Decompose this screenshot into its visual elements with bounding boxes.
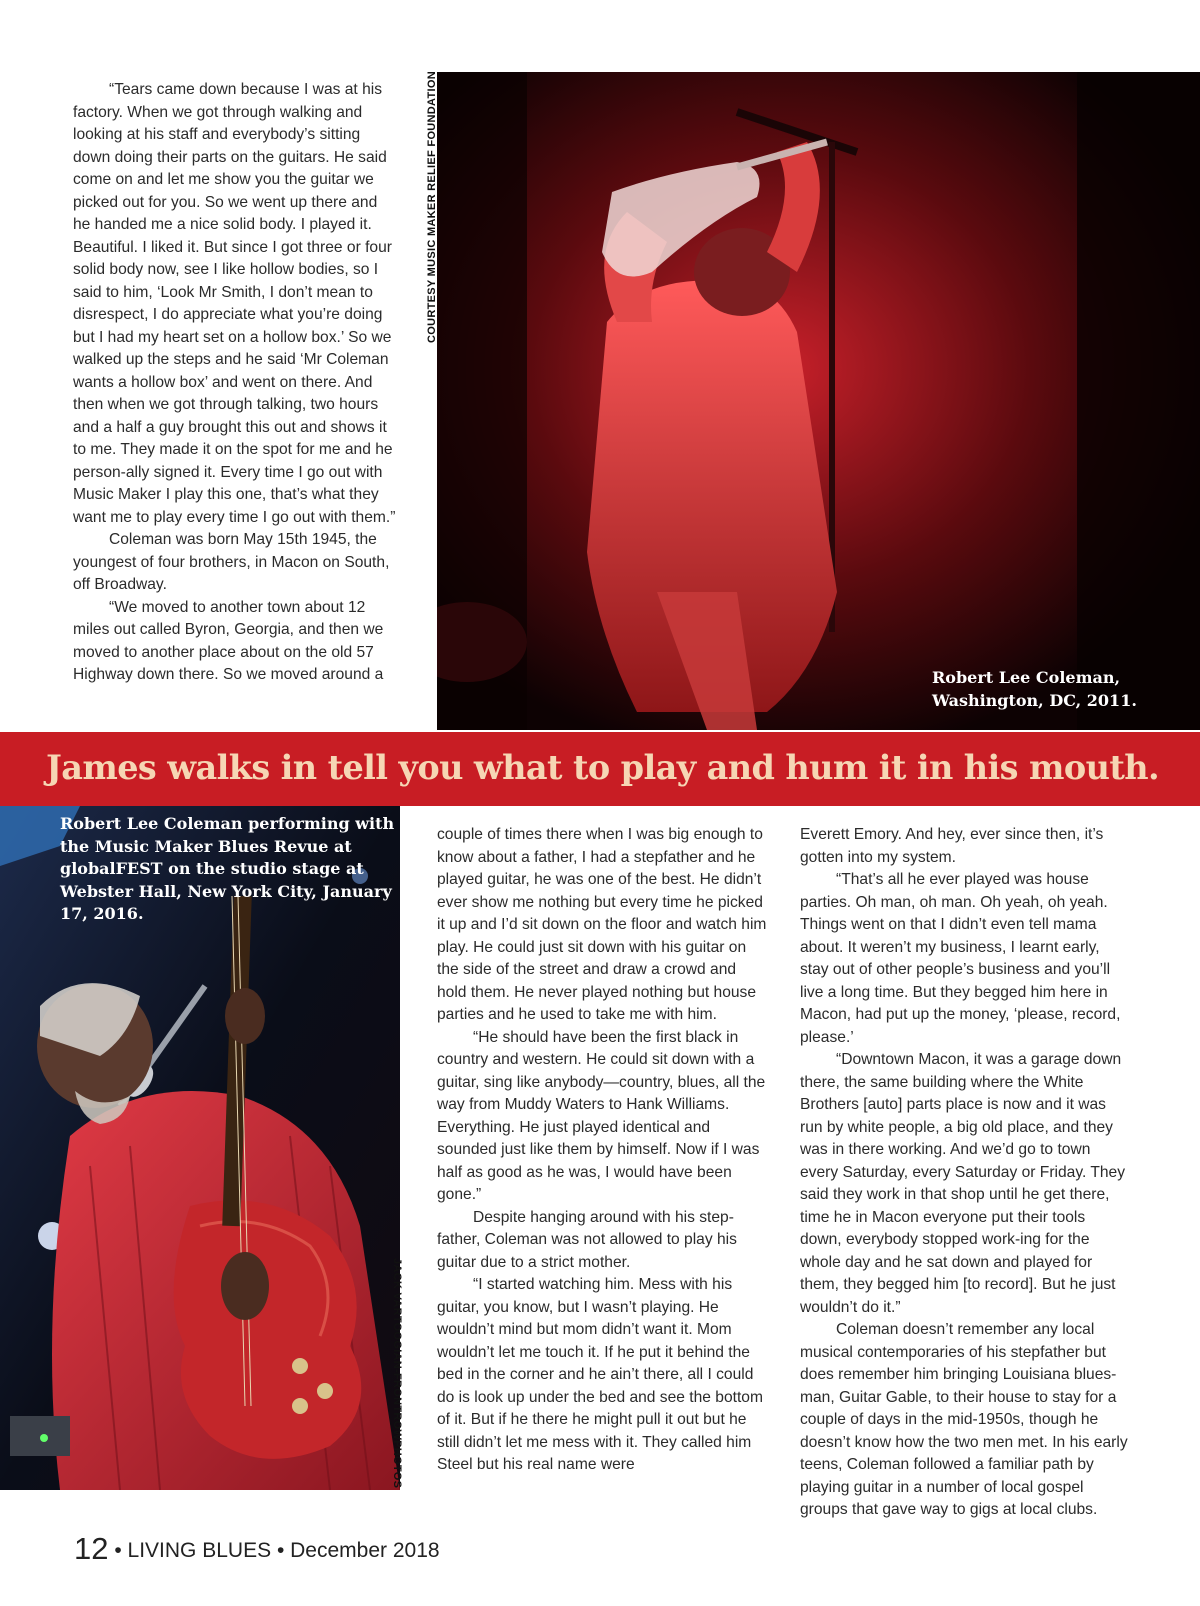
pull-quote-text: James walks in tell you what to play and hum it in his mouth. — [46, 748, 1160, 787]
paragraph: “Tears came down because I was at his factory. When we got through walking and looking at his staff and everybody’s sitting down doing their parts on the guitars. He said come on and let me show you the guitar we picked out for you. So we went up there and he handed me a nice solid body. I played it. Beautiful. I liked it. But since I got three or four solid body now, see I like hollow bodies, so I said to him, ‘Look Mr Smith, I don’t mean to disrespect, I do appreciate what you’re doing but I had my heart set on a hollow box.’ So we walked up the steps and he said ‘Mr Coleman wants a hollow box’ and went on there. And then when we got through talking, two hours and a half a guy brought this out and shows it to me. They made it on the spot for me and he person-ally signed it. Every time I go out with Music Maker I play this one, that’s what they want me to play every time I go out with them.” — [73, 81, 396, 526]
paragraph: couple of times there when I was big enough to know about a father, I had a stepfather and he played guitar, he was one of the best. He didn’t ever show me nothing but every time he picked it up and I’d sit down on the floor and watch him play. He could just sit down with his guitar on the side of the street and draw a crowd and hold them. He never played nothing but house parties and he used to take me with him. — [437, 826, 767, 1023]
paragraph: “He should have been the first black in country and western. He could sit down with a guitar, sing like anybody—country, blues, all the way from Muddy Waters to Hank Williams. Everything. He just played identical and sounded just like them by himself. Now if I was half as good as he was, I would have been gone.” — [437, 1028, 766, 1203]
folio-separator: • — [114, 1539, 122, 1562]
photo-robert-lee-coleman-dc — [437, 72, 1200, 730]
folio-separator: • — [276, 1539, 285, 1562]
caption-line: Robert Lee Coleman, — [932, 668, 1121, 687]
page-number: 12 — [74, 1531, 109, 1566]
paragraph: “I started watching him. Mess with his guitar, you know, but I wasn’t playing. He wouldn’t mind but mom didn’t want it. Mom wouldn’t let me touch it. If he put it behind the bed in the corner and he ain’t there, all I could do is look up under the bed and see the bottom of it. But if he there he might pull it out but he still didn’t let me mess with it. They called him Steel but his real name were — [437, 1276, 763, 1473]
caption-line: Washington, DC, 2011. — [932, 691, 1137, 710]
photo-credit-text: JACK VARTOOGIAN-FRONTROWPHOTOS — [391, 1258, 403, 1489]
paragraph: “Downtown Macon, it was a garage down there, the same building where the White Brothers [auto] parts place is now and it was run by white people, a big old place, and they was in there working. And we’d go to town every Saturday, every Saturday or Friday. They said they work in that shop until he get there, time he in Macon everyone put their tools down, everybody stopped work-ing for the whole day and he sat down and played for them, they begged him [to record]. But he just wouldn’t do it.” — [800, 1051, 1126, 1316]
photo-top-caption — [932, 666, 1172, 712]
magazine-name: LIVING BLUES — [127, 1539, 272, 1562]
paragraph: “That’s all he ever played was house parties. Oh man, oh man. Oh yeah, oh yeah. Things went on that I didn’t even tell mama about. It weren’t my business, I learnt early, stay out of other people’s business and you’ll live a long time. But they begged him here in Macon, had put up the money, ‘please, record, please.’ — [800, 871, 1121, 1046]
article-column-top-left — [73, 79, 398, 687]
page-folio — [74, 1531, 440, 1567]
photo-bottom-caption: Robert Lee Coleman performing with the Music Maker Blues Revue at globalFEST on the studio stage at Webster Hall, New York City, January 17, 2016. — [60, 814, 395, 923]
pull-quote-banner — [0, 732, 1200, 806]
paragraph: Despite hanging around with his step-father, Coleman was not allowed to play his guitar due to a strict mother. — [437, 1208, 737, 1271]
stage-photo-illustration — [437, 72, 1200, 730]
paragraph: Coleman was born May 15th 1945, the youngest of four brothers, in Macon on South, off Broadway. — [73, 531, 390, 593]
paragraph: Coleman doesn’t remember any local musical contemporaries of his stepfather but does remember him bringing Louisiana blues-man, Guitar Gable, to their house to stay for a couple of days in the mid-1950s, though he doesn’t know how the two men met. In his early teens, Coleman followed a familiar path by playing guitar in a number of local gospel groups that gave way to gigs at local clubs. — [800, 1321, 1128, 1518]
paragraph: “We moved to another town about 12 miles out called Byron, Georgia, and then we moved to another place about on the old 57 Highway down there. So we moved around a — [73, 598, 384, 683]
article-column-right — [800, 824, 1130, 1522]
issue-date: December 2018 — [290, 1539, 440, 1562]
paragraph: Everett Emory. And hey, ever since then, it’s gotten into my system. — [800, 826, 1104, 866]
article-column-middle — [437, 824, 767, 1477]
photo-credit-text: COURTESY MUSIC MAKER RELIEF FOUNDATION — [426, 71, 438, 343]
